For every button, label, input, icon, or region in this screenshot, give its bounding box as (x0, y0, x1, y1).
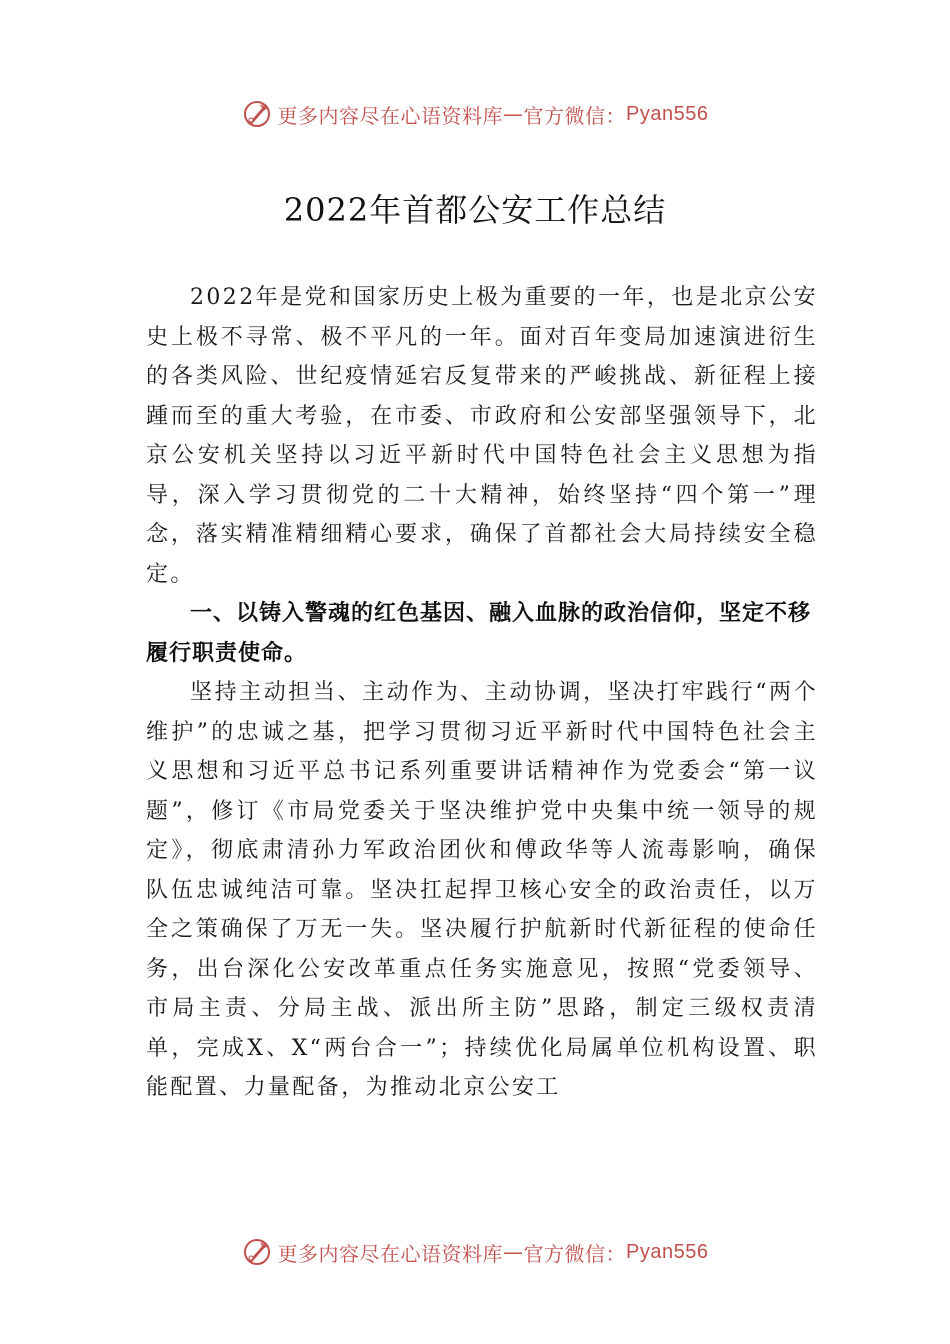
footer-watermark (0, 1232, 950, 1272)
watermark-text: 更多内容尽在心语资料库 (277, 1241, 504, 1266)
watermark-contact-label: 官方微信： (523, 103, 627, 128)
watermark-separator: — (503, 102, 524, 126)
section-heading: 一、以铸入警魂的红色基因、融入血脉的政治信仰，坚定不移履行职责使命。 (146, 601, 812, 666)
watermark-contact-id: Pyan556 (626, 102, 709, 125)
quill-logo-icon (242, 99, 272, 129)
quill-logo-icon (242, 1237, 272, 1267)
watermark-text: 更多内容尽在心语资料库 (277, 103, 504, 128)
header-watermark (0, 94, 950, 134)
section-paragraph: 坚持主动担当、主动作为、主动协调，坚决打牢践行“两个维护”的忠诚之基，把学习贯彻习近平新时代中国特色社会主义思想和习近平总书记系列重要讲话精神作为党委会“第一议题”，修订《市局党委关于坚决维护党中央集中统一领导的规定》，彻底肃清孙力军政治团伙和傅政华等人流毒影响，确保队伍忠诚纯洁可靠。坚决扛起捍卫核心安全的政治责任，以万全之策确保了万无一失。坚决履行护航新时代新征程的使命任务，出台深化公安改革重点任务实施意见，按照“党委领导、市局主责、分局主战、派出所主防”思路，制定三级权责清单，完成X、X“两台合一”；持续优化局属单位机构设置、职能配置、力量配备，为推动北京公安工 (146, 680, 818, 1100)
watermark-separator: — (503, 1240, 524, 1264)
watermark-contact-id: Pyan556 (626, 1240, 709, 1263)
intro-paragraph: 2022年是党和国家历史上极为重要的一年，也是北京公安史上极不寻常、极不平凡的一年。面对百年变局加速演进衍生的各类风险、世纪疫情延宕反复带来的严峻挑战、新征程上接踵而至的重大考验，在市委、市政府和公安部坚强领导下，北京公安机关坚持以习近平新时代中国特色社会主义思想为指导，深入学习贯彻党的二十大精神，始终坚持“四个第一”理念，落实精准精细精心要求，确保了首都社会大局持续安全稳定。 (146, 285, 818, 587)
document-body (146, 278, 818, 1108)
watermark-contact-label: 官方微信： (523, 1241, 627, 1266)
document-title: 2022年首都公安工作总结 (283, 191, 667, 229)
